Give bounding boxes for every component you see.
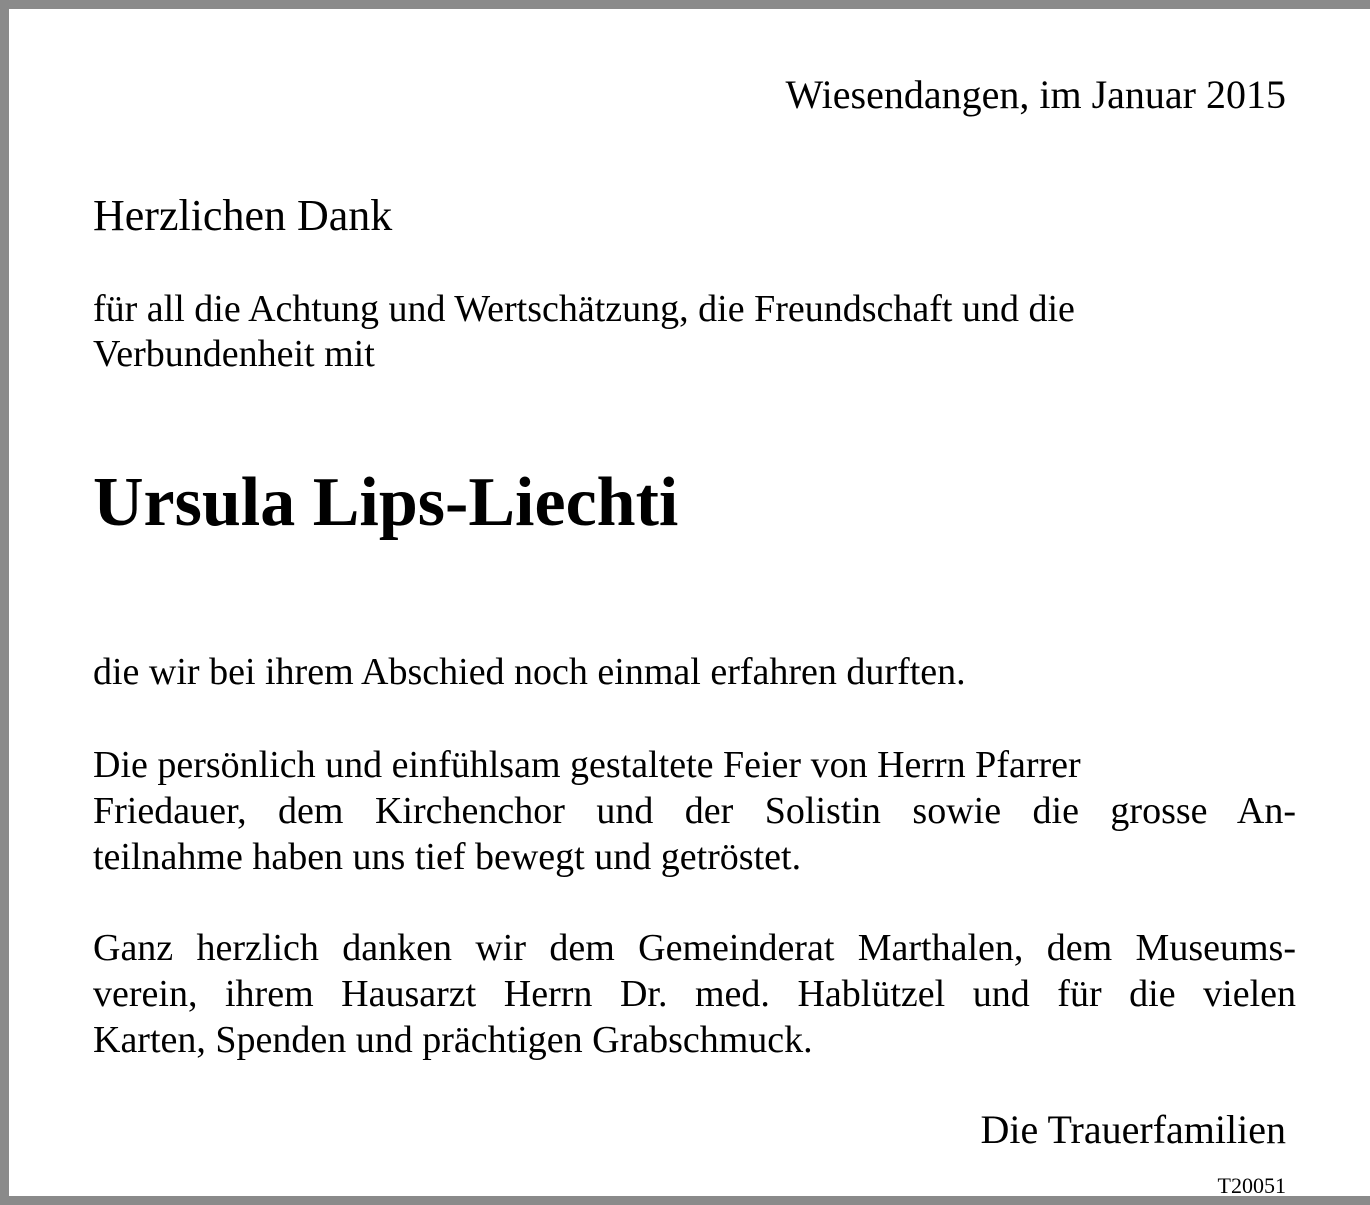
place-date-line: Wiesendangen, im Januar 2015 [785, 72, 1286, 117]
paragraph-acknowledgements [93, 925, 1296, 1063]
reference-code: T20051 [1217, 1173, 1286, 1198]
paragraph-line: Karten, Spenden und prächtigen Grabschmuck. [93, 1019, 813, 1061]
paragraph-line: Die persönlich und einfühlsam gestaltete Feier von Herrn Pfarrer [93, 744, 1081, 786]
deceased-name: Ursula Lips-Liechti [93, 464, 679, 541]
intro-text [93, 287, 1296, 377]
paragraph-ceremony [93, 742, 1296, 880]
thanks-heading: Herzlichen Dank [93, 191, 393, 240]
intro-line: Verbundenheit mit [93, 333, 375, 375]
signature: Die Trauerfamilien [980, 1107, 1286, 1152]
paragraph-line: teilnahme haben uns tief bewegt und getröstet. [93, 836, 802, 878]
paragraph-farewell: die wir bei ihrem Abschied noch einmal erfahren durften. [93, 651, 966, 693]
intro-line: für all die Achtung und Wertschätzung, die Freundschaft und die [93, 288, 1075, 330]
paragraph-line: verein, ihrem Hausarzt Herrn Dr. med. Hablützel und für die vielen [93, 973, 1296, 1015]
paragraph-line: Friedauer, dem Kirchenchor und der Solistin sowie die grosse An- [93, 790, 1296, 832]
paragraph-line: Ganz herzlich danken wir dem Gemeinderat Marthalen, dem Museums- [93, 927, 1296, 969]
